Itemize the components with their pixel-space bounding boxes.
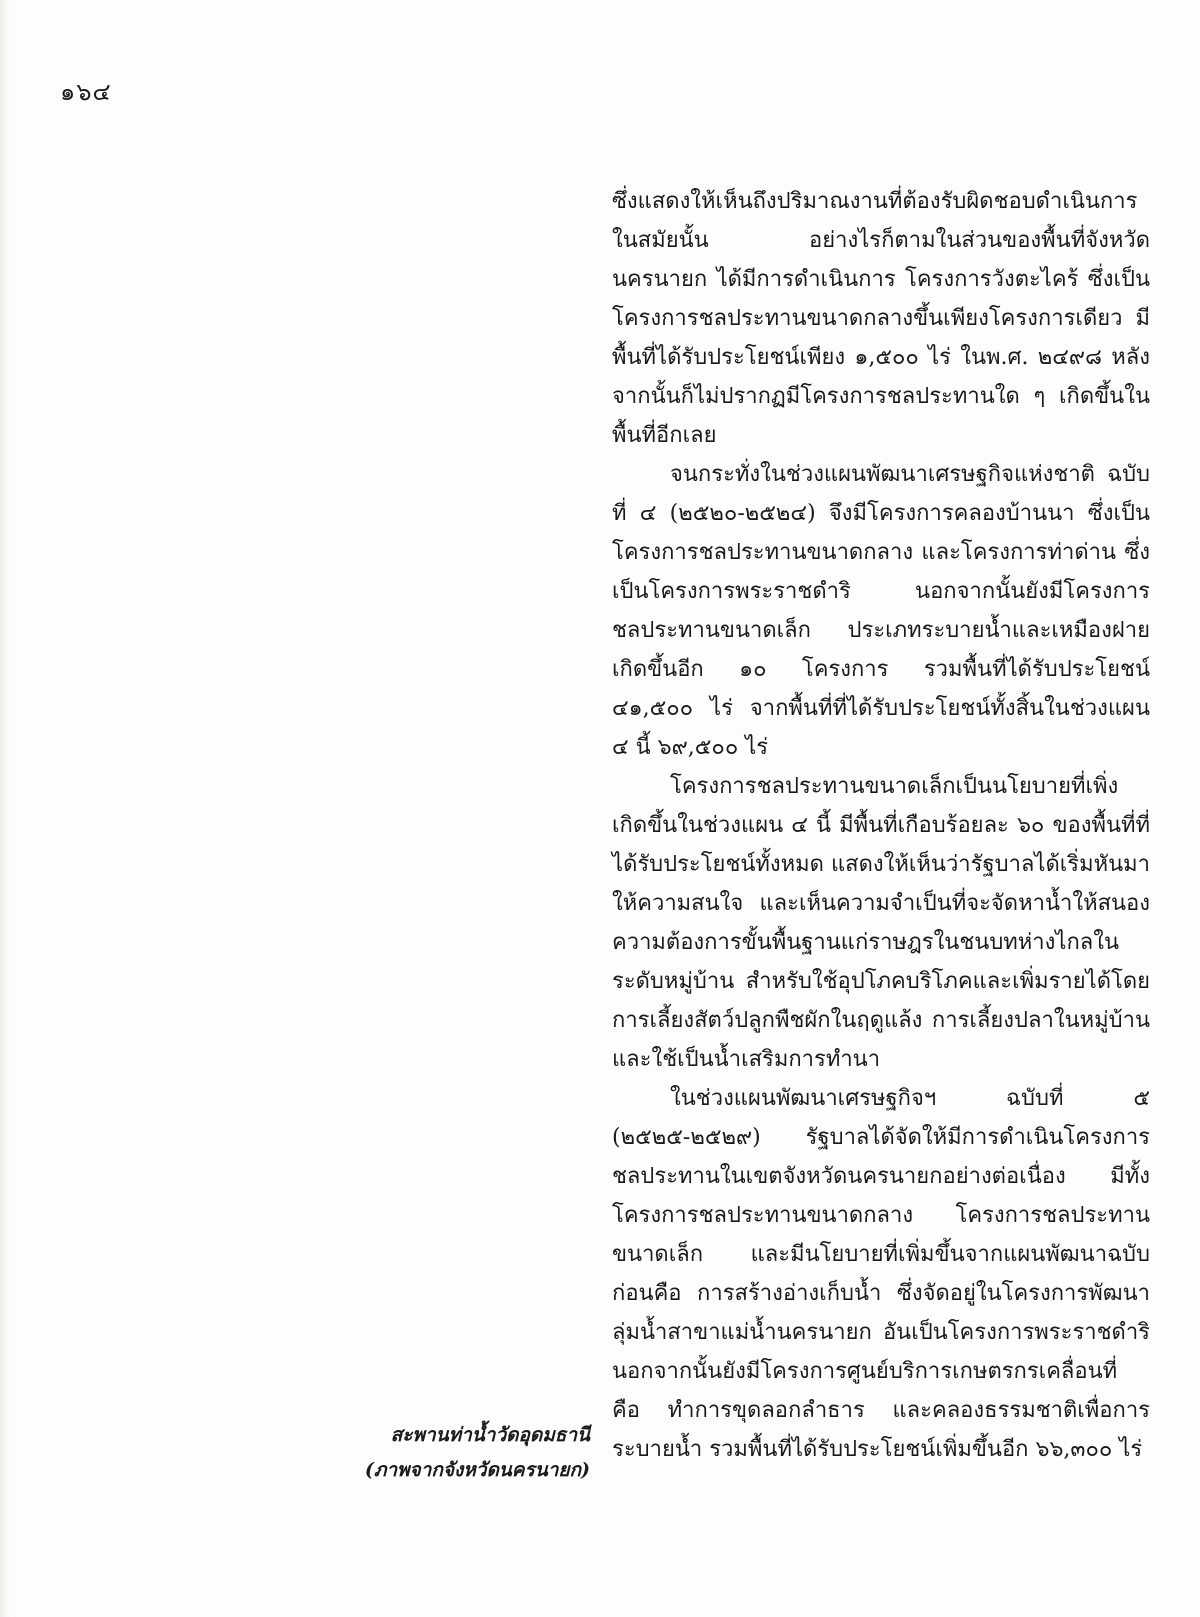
caption-title: สะพานท่าน้ำวัดอุดมธานี <box>390 1424 590 1446</box>
page-edge-shadow <box>0 0 10 1617</box>
paragraph-3: โครงการชลประทานขนาดเล็กเป็นนโยบายที่เพิ่งเกิดขึ้นในช่วงแผน ๔ นี้ มีพื้นที่เกือบร้อยละ ๖๐ ของพื้นที่ที่ได้รับประโยชน์ทั้งหมด แสดงให้เห็นว่ารัฐบาลได้เริ่มหันมาให้ความสนใจ และเห็นความจำเป็นที่จะจัดหาน้ำให้สนองความต้องการขั้นพื้นฐานแก่ราษฎรในชนบทห่างไกลในระดับหมู่บ้าน สำหรับใช้อุปโภคบริโภคและเพิ่มรายได้โดยการเลี้ยงสัตว์ปลูกพืชผักในฤดูแล้ง การเลี้ยงปลาในหมู่บ้าน และใช้เป็นน้ำเสริมการทำนา <box>612 774 1150 1072</box>
photo-caption <box>330 1418 590 1488</box>
caption-credit: (ภาพจากจังหวัดนครนายก) <box>364 1459 590 1481</box>
paragraph-2: จนกระทั่งในช่วงแผนพัฒนาเศรษฐกิจแห่งชาติ ฉบับที่ ๔ (๒๕๒๐-๒๕๒๔) จึงมีโครงการคลองบ้านนา ซึ่งเป็นโครงการชลประทานขนาดกลาง และโครงการท่าด่าน ซึ่งเป็นโครงการพระราชดำริ นอกจากนั้นยังมีโครงการชลประทานขนาดเล็ก ประเภทระบายน้ำและเหมืองฝาย เกิดขึ้นอีก ๑๐ โครงการ รวมพื้นที่ได้รับประโยชน์ ๔๑,๕๐๐ ไร่ จากพื้นที่ที่ได้รับประโยชน์ทั้งสิ้นในช่วงแผน ๔ นี้ ๖๙,๕๐๐ ไร่ <box>612 462 1150 760</box>
paragraph-1: ซึ่งแสดงให้เห็นถึงปริมาณงานที่ต้องรับผิดชอบดำเนินการในสมัยนั้น อย่างไรก็ตามในส่วนของพื้นที่จังหวัดนครนายก ได้มีการดำเนินการ โครงการวังตะไคร้ ซึ่งเป็นโครงการชลประทานขนาดกลางขึ้นเพียงโครงการเดียว มีพื้นที่ได้รับประโยชน์เพียง ๑,๕๐๐ ไร่ ในพ.ศ. ๒๔๙๘ หลังจากนั้นก็ไม่ปรากฏมีโครงการชลประทานใด ๆ เกิดขึ้นในพื้นที่อีกเลย <box>612 189 1150 448</box>
paragraph-4: ในช่วงแผนพัฒนาเศรษฐกิจฯ ฉบับที่ ๕ (๒๕๒๕-๒๕๒๙) รัฐบาลได้จัดให้มีการดำเนินโครงการชลประทานในเขตจังหวัดนครนายกอย่างต่อเนื่อง มีทั้งโครงการชลประทานขนาดกลาง โครงการชลประทานขนาดเล็ก และมีนโยบายที่เพิ่มขึ้นจากแผนพัฒนาฉบับก่อนคือ การสร้างอ่างเก็บน้ำ ซึ่งจัดอยู่ในโครงการพัฒนาลุ่มน้ำสาขาแม่น้ำนครนายก อันเป็นโครงการพระราชดำริ นอกจากนั้นยังมีโครงการศูนย์บริการเกษตรกรเคลื่อนที่ คือ ทำการขุดลอกลำธาร และคลองธรรมชาติเพื่อการระบายน้ำ รวมพื้นที่ได้รับประโยชน์เพิ่มขึ้นอีก ๖๖,๓๐๐ ไร่ <box>612 1086 1150 1462</box>
page-number: ๑๖๔ <box>60 78 112 106</box>
body-text <box>612 182 1150 1469</box>
